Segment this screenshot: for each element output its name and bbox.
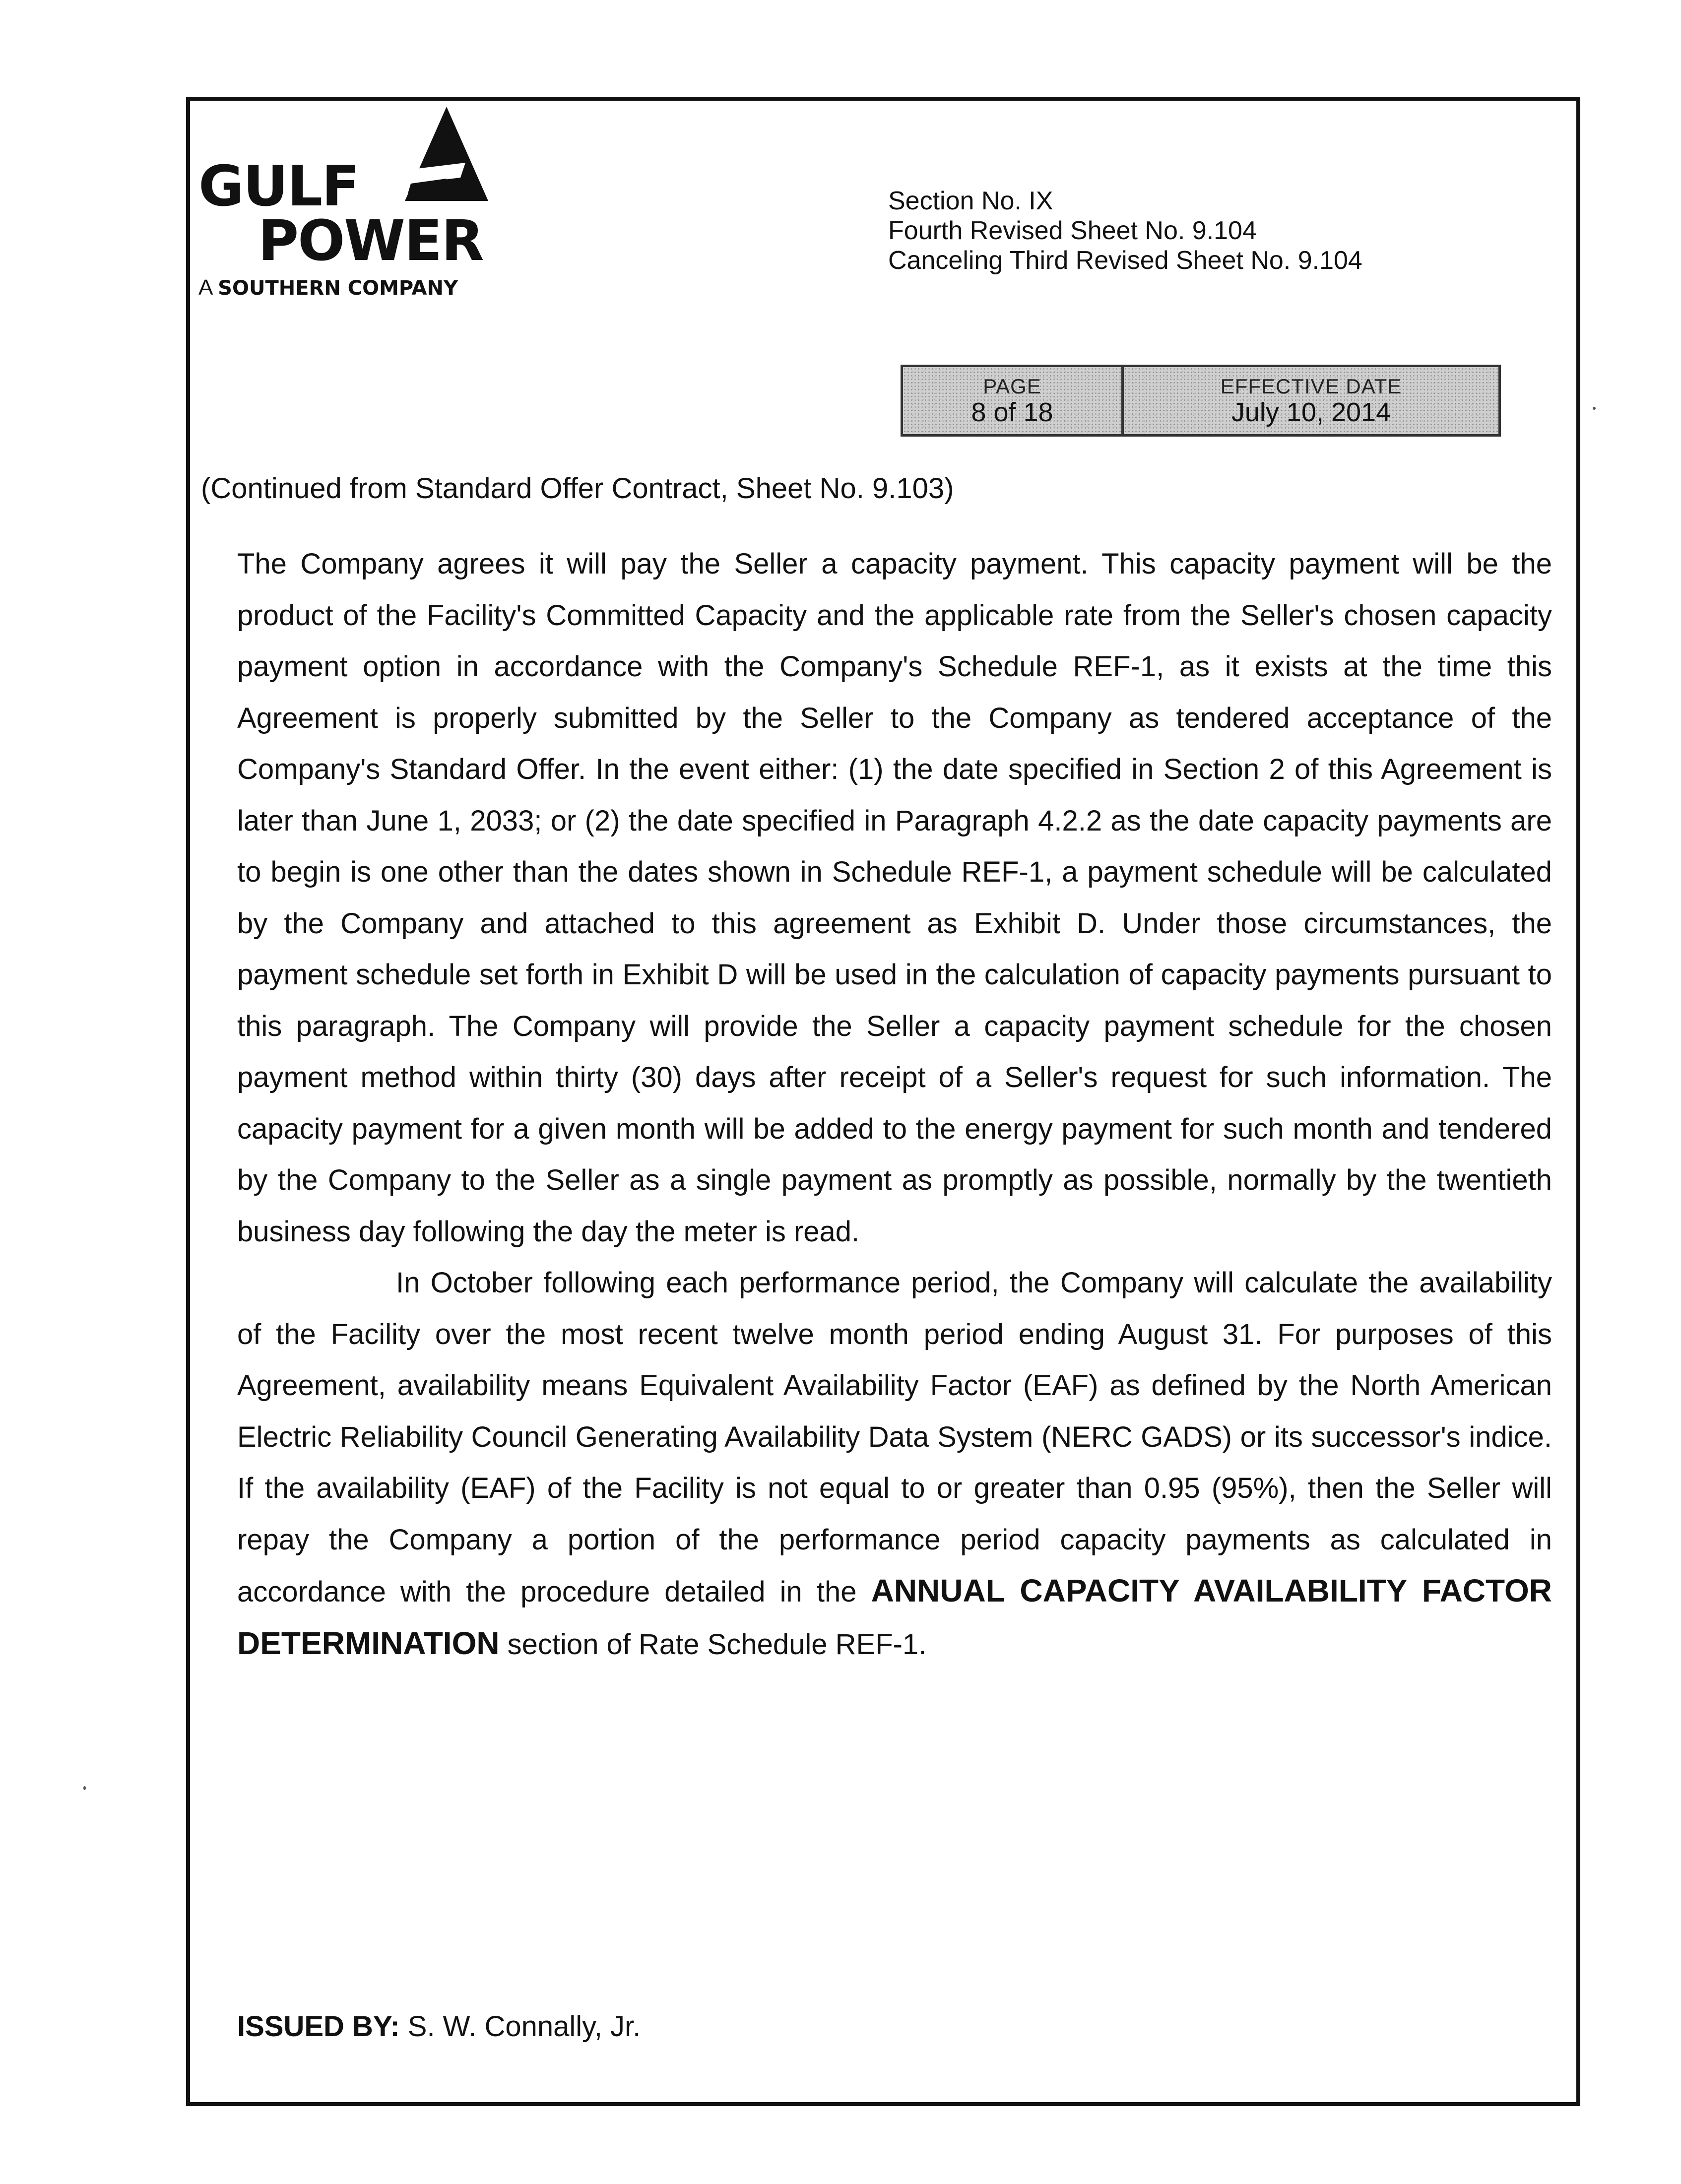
- scan-speck: [1593, 407, 1596, 410]
- canceling-sheet: Canceling Third Revised Sheet No. 9.104: [888, 246, 1362, 275]
- issued-by: [237, 2009, 641, 2044]
- stamp-effective-value: July 10, 2014: [1231, 397, 1391, 427]
- issued-by-name: S. W. Connally, Jr.: [407, 2010, 641, 2043]
- stamp-page-label: PAGE: [983, 374, 1041, 398]
- logo-gulf-text: GULF: [198, 154, 359, 219]
- logo-southern-company: [198, 277, 458, 299]
- issued-by-label: ISSUED BY:: [237, 2010, 400, 2043]
- logo-prefix: A: [198, 275, 212, 300]
- logo-power-text: POWER: [258, 209, 483, 273]
- stamp-effective-cell: [1124, 367, 1498, 434]
- section-number: Section No. IX: [888, 187, 1053, 215]
- triangle-logo-icon: [391, 104, 490, 201]
- sheet-info: [888, 186, 1362, 275]
- paragraph-availability-end: section of Rate Schedule REF-1.: [499, 1628, 927, 1661]
- stamp-effective-label: EFFECTIVE DATE: [1220, 374, 1402, 398]
- scan-speck: [83, 1786, 86, 1790]
- logo-company-name: SOUTHERN COMPANY: [218, 277, 458, 300]
- paragraph-capacity-payment: The Company agrees it will pay the Seller a capacity payment. This capacity payment will be the product of the Facility's Committed Capacity and the applicable rate from the Seller's chosen capacity payment option in accordance with the Company's Schedule REF-1, as it exists at the time this Agreement is properly submitted by the Seller to the Company as tendered acceptance of the Company's Standard Offer. In the event either: (1) the date specified in Section 2 of this Agreement is later than June 1, 2033; or (2) the date specified in Paragraph 4.2.2 as the date capacity payments are to begin is one other than the dates shown in Schedule REF-1, a payment schedule will be calculated by the Company and attached to this agreement as Exhibit D. Under those circumstances, the payment schedule set forth in Exhibit D will be used in the calculation of capacity payments pursuant to this paragraph. The Company will provide the Seller a capacity payment schedule for the chosen payment method within thirty (30) days after receipt of a Seller's request for such information. The capacity payment for a given month will be added to the energy payment for such month and tendered by the Company to the Seller as a single payment as promptly as possible, normally by the twentieth business day following the day the meter is read.: [237, 548, 1552, 1248]
- gulf-power-logo: [198, 104, 521, 313]
- page-stamp: [901, 365, 1501, 437]
- paragraph-availability: [237, 1257, 1552, 1670]
- paragraph-availability-bold: ANNUAL CAPACITY AVAILABILITY FACTOR DETERMINATION: [237, 1573, 1552, 1661]
- continued-note: (Continued from Standard Offer Contract, Sheet No. 9.103): [201, 472, 954, 505]
- paragraph-availability-text: In October following each performance period, the Company will calculate the availability of the Facility over the most recent twelve month period ending August 31. For purposes of this Agreement, availability means Equivalent Availability Factor (EAF) as defined by the North American Electric Reliability Council Generating Availability Data System (NERC GADS) or its successor's indice. If the availability (EAF) of the Facility is not equal to or greater than 0.95 (95%), then the Seller will repay the Company a portion of the performance period capacity payments as calculated in accordance with the procedure detailed in the: [237, 1267, 1552, 1608]
- contract-body: [237, 538, 1552, 1670]
- stamp-page-cell: [903, 367, 1124, 434]
- revised-sheet: Fourth Revised Sheet No. 9.104: [888, 216, 1257, 245]
- stamp-page-value: 8 of 18: [971, 397, 1053, 427]
